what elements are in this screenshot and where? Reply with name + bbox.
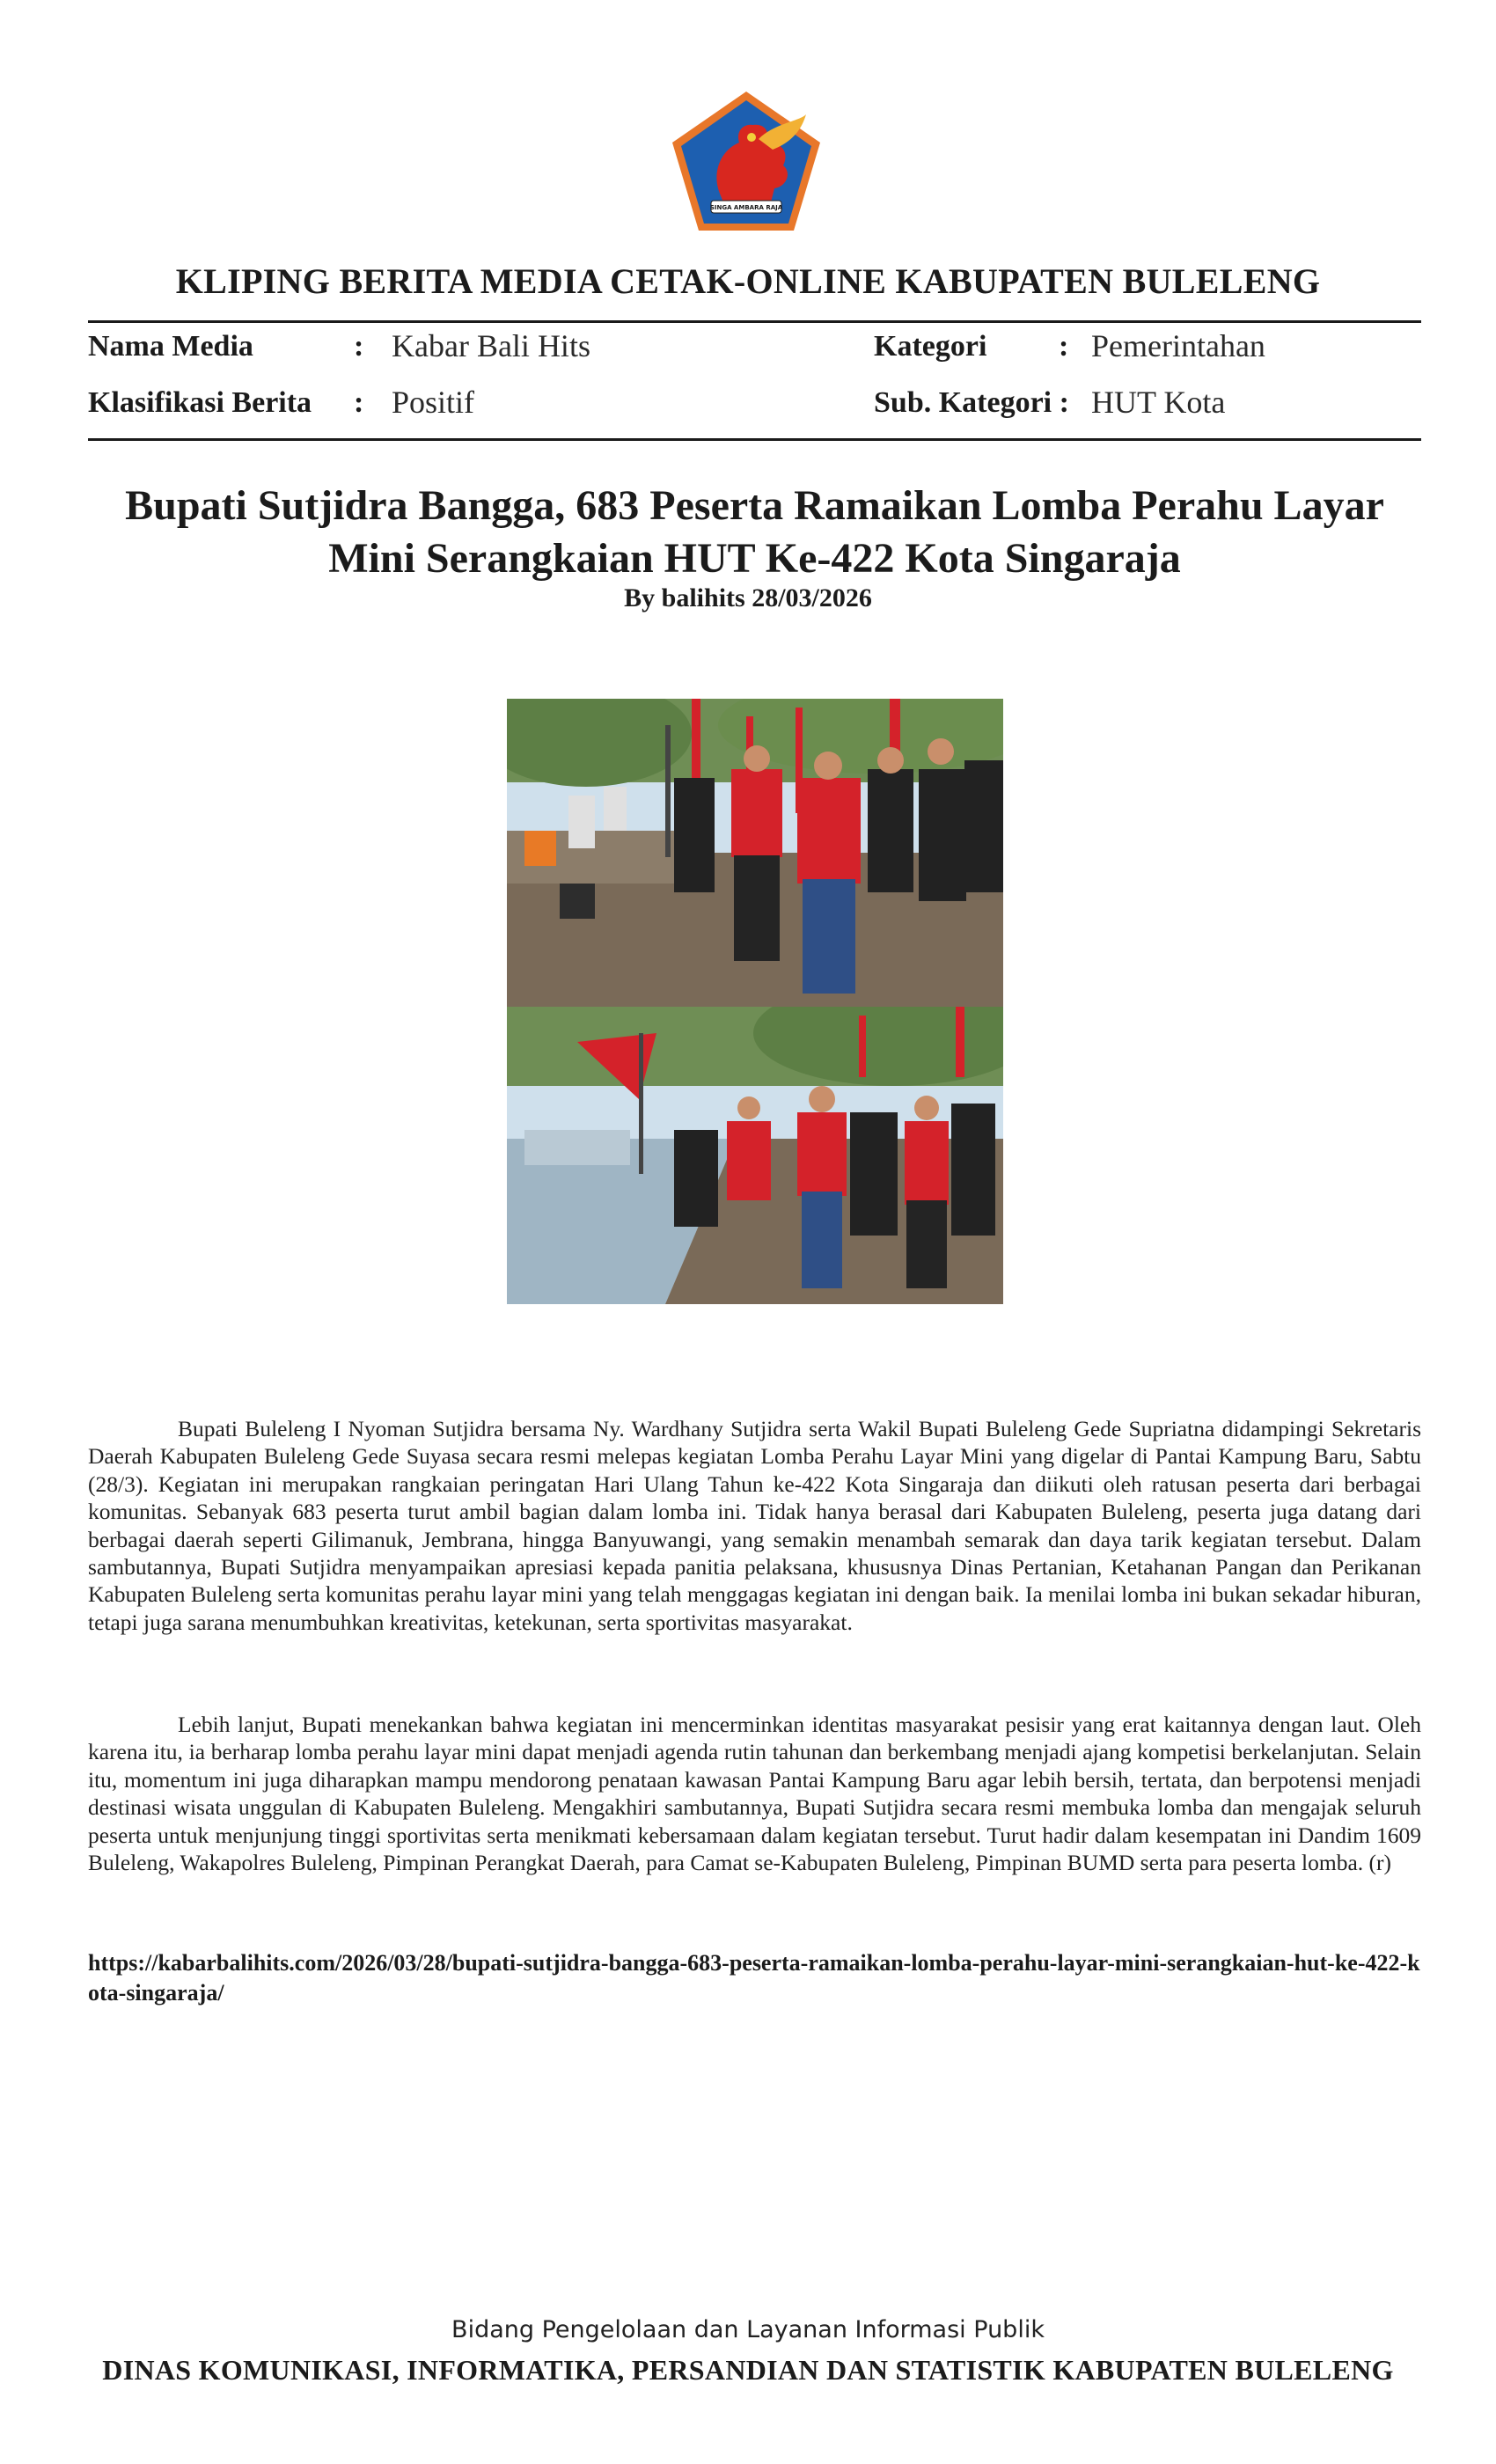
sub-kategori-value: HUT Kota (1091, 385, 1226, 420)
klasifikasi-colon: : (354, 386, 364, 419)
header-bottom-rule (88, 438, 1421, 441)
article-paragraph-1 (88, 1415, 1421, 1636)
logo-motto: SINGA AMBARA RAJA (709, 204, 783, 211)
sub-kategori-label: Sub. Kategori : (874, 386, 1069, 419)
klasifikasi-label: Klasifikasi Berita (88, 386, 312, 419)
event-photo-bottom (507, 1007, 1003, 1304)
article-byline: By balihits 28/03/2026 (624, 583, 872, 612)
article-paragraph-2 (88, 1711, 1421, 1876)
kategori-value: Pemerintahan (1091, 328, 1265, 363)
kategori-label: Kategori (874, 330, 987, 363)
header-top-rule (88, 320, 1421, 323)
kabupaten-buleleng-logo (667, 88, 825, 236)
footer-agency: DINAS KOMUNIKASI, INFORMATIKA, PERSANDIAN DAN STATISTIK KABUPATEN BULELENG (102, 2354, 1394, 2386)
nama-media-colon: : (354, 330, 364, 363)
klasifikasi-value: Positif (392, 385, 475, 420)
footer-division: Bidang Pengelolaan dan Layanan Informasi Publik (451, 2316, 1045, 2343)
article-paragraph-2-text: Lebih lanjut, Bupati menekankan bahwa kegiatan ini mencerminkan identitas masyarakat pesisir yang erat kaitannya dengan laut. Oleh karena itu, ia berharap lomba perahu layar mini dapat menjadi agenda rutin tahunan dan berkembang menjadi ajang kompetisi berkelanjutan. Selain itu, momentum ini juga diharapkan mampu mendorong penataan kawasan Pantai Kampung Baru agar lebih bersih, tertata, dan berpotensi menjadi destinasi wisata unggulan di Kabupaten Buleleng. Mengakhiri sambutannya, Bupati Sutjidra secara resmi membuka lomba dan mengajak seluruh peserta untuk menjunjung tinggi sportivitas serta menikmati kebersamaan dalam kegiatan tersebut. Turut hadir dalam kesempatan ini Dandim 1609 Buleleng, Wakapolres Buleleng, Pimpinan Perangkat Daerah, para Camat se-Kabupaten Buleleng, Pimpinan BUMD serta para peserta lomba. (r) (88, 1712, 1421, 1876)
nama-media-value: Kabar Bali Hits (392, 328, 590, 363)
document-title: KLIPING BERITA MEDIA CETAK-ONLINE KABUPATEN BULELENG (175, 261, 1321, 301)
kategori-colon: : (1059, 330, 1069, 363)
nama-media-label: Nama Media (88, 330, 253, 363)
article-paragraph-1-text: Bupati Buleleng I Nyoman Sutjidra bersama Ny. Wardhany Sutjidra serta Wakil Bupati Buleleng Gede Supriatna didampingi Sekretaris Daerah Kabupaten Buleleng Gede Suyasa secara resmi melepas kegiatan Lomba Perahu Layar Mini yang digelar di Pantai Kampung Baru, Sabtu (28/3). Kegiatan ini merupakan rangkaian peringatan Hari Ulang Tahun ke-422 Kota Singaraja dan diikuti oleh ratusan peserta dari berbagai komunitas. Sebanyak 683 peserta turut ambil bagian dalam lomba ini. Tidak hanya berasal dari Kabupaten Buleleng, peserta juga datang dari berbagai daerah seperti Gilimanuk, Jembrana, hingga Banyuwangi, yang semakin menambah semarak dan daya tarik kegiatan tersebut. Dalam sambutannya, Bupati Sutjidra menyampaikan apresiasi kepada panitia pelaksana, khususnya Dinas Pertanian, Ketahanan Pangan dan Perikanan Kabupaten Buleleng serta komunitas perahu layar mini yang telah menggagas kegiatan ini dengan baik. Ia menilai lomba ini bukan sekadar hiburan, tetapi juga sarana menumbuhkan kreativitas, ketekunan, serta sportivitas masyarakat. (88, 1416, 1421, 1635)
event-photo-top (507, 699, 1003, 1007)
source-url: https://kabarbalihits.com/2026/03/28/bupati-sutjidra-bangga-683-peserta-ramaikan-lomba-perahu-layar-mini-serangkaian-hut-ke-422-kota-singaraja/ (88, 1950, 1420, 2006)
article-headline: Bupati Sutjidra Bangga, 683 Peserta Ramaikan Lomba Perahu Layar Mini Serangkaian HUT Ke-422 Kota Singaraja (125, 482, 1384, 582)
